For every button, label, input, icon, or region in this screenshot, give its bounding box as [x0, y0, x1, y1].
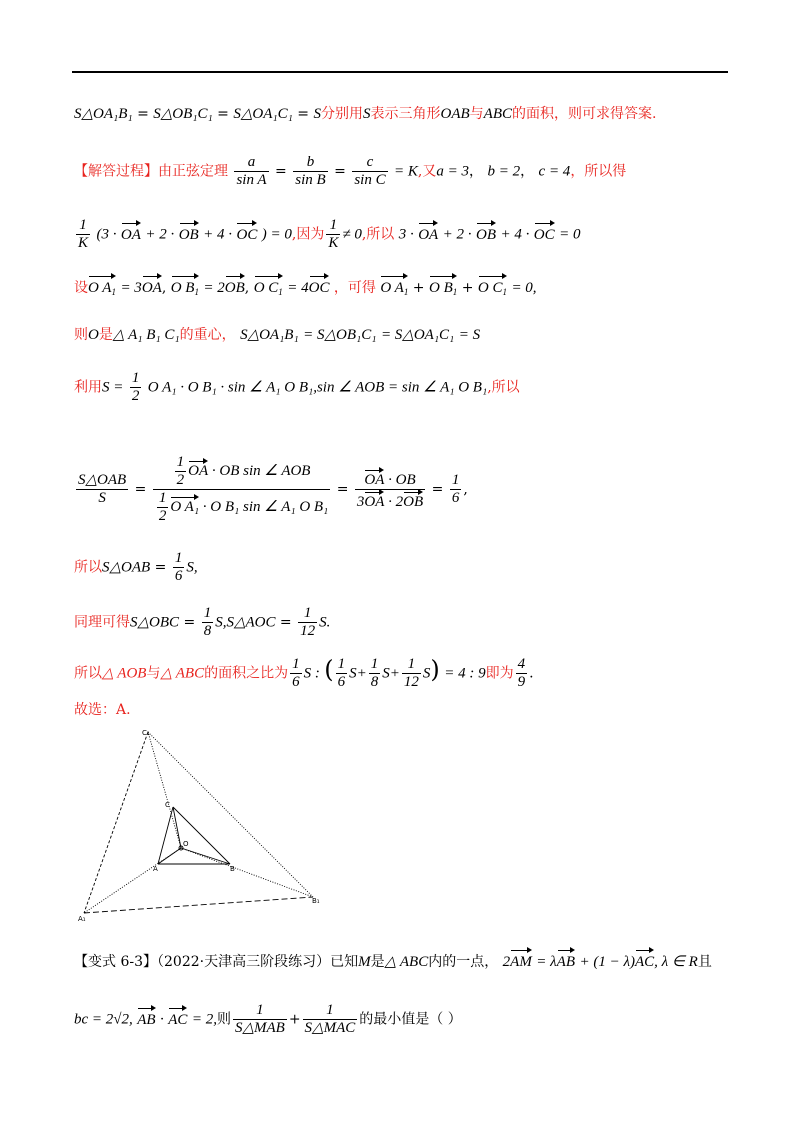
neq-zero: ≠ 0	[342, 226, 362, 243]
frac-big	[153, 454, 330, 525]
paren-close: )	[430, 655, 440, 684]
line-o-a1	[84, 848, 181, 913]
area: S△OA₁B₁	[240, 327, 299, 343]
eq: =	[154, 559, 167, 576]
frac-1-8	[202, 605, 214, 640]
den: 6	[451, 490, 460, 506]
vec-oa1: O A₁	[170, 495, 199, 516]
line-c1-a1	[84, 732, 148, 913]
vec-label: O C	[253, 280, 279, 296]
num: 1	[233, 1002, 287, 1020]
frac-half	[175, 454, 187, 489]
expr: S,	[186, 559, 198, 576]
text: 与	[146, 665, 161, 682]
vec-oa: OA	[418, 221, 438, 245]
frac-c-sinC	[352, 154, 387, 189]
area: = S	[458, 327, 481, 343]
eq: =	[431, 481, 444, 498]
expr: · OB sin ∠ AOB	[211, 462, 311, 479]
expr: · O B₁ sin ∠ A₁ O B₁	[202, 498, 329, 515]
num: 1	[402, 656, 421, 674]
area-s: S	[313, 106, 321, 122]
text: 利用	[74, 379, 102, 396]
expr: ) = 0	[261, 226, 292, 243]
vec-label: O A	[380, 280, 404, 296]
header-rule	[72, 71, 728, 73]
tri-aob: △ AOB	[102, 665, 147, 682]
sym-s: S+	[382, 665, 400, 682]
num: 1	[174, 550, 183, 566]
expr: = 4	[287, 280, 309, 296]
expr: , λ ∈ R	[654, 954, 698, 970]
vec-ac: AC	[168, 1006, 187, 1030]
label-c1: C₁	[142, 729, 150, 737]
subscript: 1	[403, 287, 409, 297]
tri-abc: △ ABC	[160, 665, 205, 682]
vec-oa: OA	[364, 468, 384, 489]
subscript: 1	[452, 287, 458, 297]
expr: = 0,	[511, 280, 537, 296]
frac-half	[130, 370, 142, 405]
eq: =	[134, 481, 147, 498]
vec-ob: OB	[225, 274, 245, 298]
sym-s: S	[362, 106, 371, 122]
line-a1-b1	[84, 897, 313, 913]
num: 1	[76, 217, 90, 235]
text: 表示三角形	[370, 106, 441, 122]
frac-1-K	[76, 217, 90, 252]
area-oa1b1: S△OA₁B₁	[74, 106, 133, 122]
frac-1-12	[298, 605, 317, 640]
dot: .	[529, 665, 534, 682]
frac-1-K	[326, 217, 340, 252]
num: 1	[158, 490, 167, 506]
line-5	[74, 325, 480, 345]
expr: = 2,	[191, 1011, 217, 1028]
frac-b-sinB	[293, 154, 327, 189]
expr: sin ∠ AOB = sin ∠ A₁ O B₁	[316, 379, 488, 396]
vec-oa: OA	[142, 274, 162, 298]
line-9: 同理可得S△OBC = $\frac{1}{8}$ S,S△AOC = $\frac{1}{12}$ S.	[74, 605, 331, 639]
expr: ,	[313, 379, 317, 396]
vec-ab: AB	[557, 948, 575, 972]
subscript: 1	[194, 287, 199, 297]
text: 是	[98, 327, 113, 343]
num: 1	[451, 472, 460, 488]
eq-k: = K	[394, 163, 418, 180]
expr: S,	[215, 614, 227, 631]
den: 2	[158, 508, 167, 524]
text: 即为	[485, 665, 514, 682]
text: ,所以	[487, 379, 520, 396]
line-c-b	[173, 807, 230, 864]
vec-label: O B	[170, 280, 195, 296]
num: 1	[298, 605, 317, 623]
expr: O A₁ · O B₁ · sin ∠ A₁ O B₁	[147, 379, 314, 396]
vec-oc1	[478, 274, 507, 302]
label-b1: B₁	[312, 897, 320, 905]
vec-ob1	[429, 274, 457, 302]
num: a	[234, 154, 268, 172]
label-c: C	[165, 801, 170, 809]
text: 所以	[74, 559, 102, 576]
expr: + 4 ·	[500, 226, 530, 243]
expr: = 3	[120, 280, 142, 296]
label-o: O	[183, 840, 189, 848]
paren-open: (	[324, 655, 334, 684]
frac-a-sinA	[234, 154, 268, 189]
text: 所以	[74, 665, 102, 682]
variant-heading: 【变式 6-3】	[74, 954, 157, 970]
num: 1	[176, 454, 185, 470]
comma: ,	[463, 481, 468, 498]
text: 设	[74, 280, 88, 296]
text: 的面积，则可求得答案.	[512, 106, 657, 122]
num: 1	[337, 656, 346, 672]
frac-1-8	[369, 656, 381, 691]
expr: + 4 ·	[203, 226, 233, 243]
line-7	[74, 454, 468, 525]
problem-line-2: bc = 2√2, AB · AC = 2,则 $\frac{1}{\text{S△MAB}}$ + $\frac{1}{\text{S△MAC}}$ 的最小值是（ ）	[74, 1002, 462, 1036]
line-o-c	[173, 807, 181, 848]
den: K	[328, 235, 339, 251]
text: ，可得	[333, 280, 376, 296]
line-2: 【解答过程】由正弦定理 $\frac{a}{\text{sin A}}$ = $\frac{b}{\text{sin B}}$ = $\frac{c}{\text{sin C}}$ = K,又a = 3， b = 2， c = 4，所以得	[74, 154, 627, 188]
vec-label: O C	[477, 280, 503, 296]
vec-oc: OC	[236, 221, 257, 245]
expr: 2	[502, 954, 511, 970]
text: 同理可得	[74, 614, 130, 631]
text: ,所以	[361, 226, 395, 243]
c-value: c = 4	[538, 163, 571, 180]
expr: = 0	[559, 226, 581, 243]
tri-a1b1c1: △ A₁ B₁ C₁	[112, 327, 180, 343]
den: 2	[176, 472, 185, 488]
vec-ab: AB	[137, 1006, 155, 1030]
frac-half	[157, 490, 169, 525]
expr: bc = 2√2,	[74, 1011, 133, 1028]
sym-o: O	[88, 327, 99, 343]
text: 且	[697, 954, 712, 970]
frac-1-6	[173, 550, 185, 585]
den: 12	[300, 623, 316, 639]
den: 8	[370, 674, 379, 690]
text: 则	[216, 1011, 231, 1028]
b-value: b = 2	[487, 163, 521, 180]
text: 内的一点，	[428, 954, 499, 970]
dot: ·	[160, 1011, 164, 1028]
num: c	[352, 154, 387, 172]
area: = S△OA₁C₁	[380, 327, 455, 343]
den: S△MAC	[304, 1020, 356, 1036]
problem-line-1	[74, 948, 712, 972]
line-10	[74, 656, 534, 691]
vec-oa1	[88, 274, 116, 302]
a-value: a = 3	[436, 163, 469, 180]
expr: (3 ·	[96, 226, 117, 243]
line-o-b1	[181, 848, 313, 897]
den: sin A	[236, 172, 267, 188]
area: = S△OB₁C₁	[303, 327, 377, 343]
line-o-c1	[148, 732, 181, 848]
geometry-figure	[70, 725, 330, 925]
vec-ob: OB	[179, 221, 199, 245]
vec-oc: OC	[309, 274, 330, 298]
text: 分别用	[320, 106, 363, 122]
line-8	[74, 550, 198, 585]
ratio: = 4 : 9	[444, 665, 486, 682]
expr: S =	[102, 379, 124, 396]
frac-4-9	[516, 656, 528, 691]
expr: 3 ·	[398, 226, 414, 243]
sym-m: M	[358, 954, 371, 970]
vec-label: O B	[429, 280, 453, 296]
text: 的最小值是（ ）	[359, 1011, 462, 1028]
text: ,因为	[291, 226, 325, 243]
expr: · OB	[388, 472, 416, 488]
subscript: 1	[502, 287, 507, 297]
num: 1	[370, 656, 379, 672]
vec-ob: OB	[476, 221, 496, 245]
subscript: 1	[278, 287, 283, 297]
frac-1-6	[450, 472, 462, 507]
text: ,又	[417, 163, 437, 180]
den: 6	[292, 674, 300, 690]
vec-oc: OC	[534, 221, 555, 245]
num	[153, 454, 330, 490]
vec-ob1	[171, 274, 199, 302]
den: S△MAB	[234, 1020, 285, 1036]
expr: · 2	[388, 494, 404, 510]
area-oa1c1: S△OA₁C₁	[233, 106, 293, 122]
area: S△OBC	[130, 614, 180, 631]
line-4: 设O $A_1 = 3OA$, O $B_1 = 2OB$, O $C_1 = 4OC$ ，可得 O $A_1 + O$ $B_1 + O$ $C_1 = 0$,	[74, 274, 537, 302]
expr: = λ	[536, 954, 557, 970]
expr: + 2 ·	[442, 226, 472, 243]
sym-s: S+	[349, 665, 367, 682]
frac-1-6	[336, 656, 348, 691]
solution-heading: 【解答过程】由正弦定理	[74, 163, 228, 180]
vec-oa: OA	[364, 490, 384, 511]
label-a: A	[153, 865, 158, 873]
expr: + (1 − λ)	[579, 954, 635, 970]
text: 则	[74, 327, 88, 343]
sym-oab: OAB	[440, 106, 470, 122]
line-1: S△OA₁B₁ = S△OB₁C₁ = S△OA₁C₁ = S分别用S表示三角形OAB与ABC的面积，则可求得答案.	[74, 106, 657, 122]
subscript: 1	[111, 287, 116, 297]
num	[355, 468, 425, 490]
frac-1-12	[402, 656, 421, 691]
vec-oc1	[254, 274, 283, 302]
expr: S :	[303, 665, 320, 682]
den: S	[98, 490, 106, 506]
text: ，所以得	[570, 163, 627, 180]
answer-choice: 故选：A.	[74, 702, 131, 718]
den: K	[78, 235, 89, 251]
den: 9	[517, 674, 526, 690]
den: 8	[203, 623, 212, 639]
sym-abc: ABC	[483, 106, 512, 122]
text: 的重心，	[179, 327, 236, 343]
num: 4	[517, 656, 526, 672]
den: 2	[131, 388, 140, 404]
vec-ac: AC	[635, 948, 654, 972]
line-3	[74, 217, 580, 252]
expr: + 2 ·	[145, 226, 175, 243]
frac-1-6	[290, 656, 302, 691]
eq: =	[336, 481, 349, 498]
den: sin B	[295, 172, 326, 188]
vec-ob: OB	[403, 490, 423, 511]
frac-area-ratio	[76, 472, 128, 507]
frac-1-smab	[233, 1002, 287, 1037]
den: 6	[174, 568, 183, 584]
text: 的面积之比为	[204, 665, 289, 682]
source: （2022·天津高三阶段练习）已知	[157, 954, 359, 970]
vec-oa1	[380, 274, 408, 302]
line-6	[74, 370, 520, 405]
label-b: B	[230, 865, 235, 873]
tri-abc: △ ABC	[384, 954, 429, 970]
area: S△OAB	[102, 559, 151, 576]
expr: 3	[356, 494, 365, 510]
den	[153, 490, 330, 525]
vec-oa: OA	[188, 459, 208, 480]
num: 1	[131, 370, 140, 386]
area-ob1c1: S△OB₁C₁	[153, 106, 213, 122]
text: 是	[370, 954, 385, 970]
den: sin C	[354, 172, 386, 188]
den: 12	[403, 674, 419, 690]
num: 1	[203, 605, 212, 621]
frac-1-smac	[303, 1002, 358, 1037]
num: b	[293, 154, 327, 172]
num: 1	[326, 217, 340, 235]
label-a1: A₁	[78, 915, 86, 923]
den: 6	[337, 674, 346, 690]
expr: = 2	[203, 280, 225, 296]
num: S△OAB	[78, 472, 127, 488]
area: S△AOC	[226, 614, 276, 631]
den	[355, 490, 425, 511]
text: 与	[469, 106, 484, 122]
num: 1	[292, 656, 300, 672]
num: 1	[303, 1002, 358, 1020]
expr: S.	[319, 614, 331, 631]
vec-am: AM	[510, 948, 532, 972]
vec-label: O A	[88, 280, 112, 296]
sym-s: S	[422, 665, 431, 682]
vec-oa: OA	[121, 221, 141, 245]
frac-vec-ratio	[355, 468, 425, 511]
